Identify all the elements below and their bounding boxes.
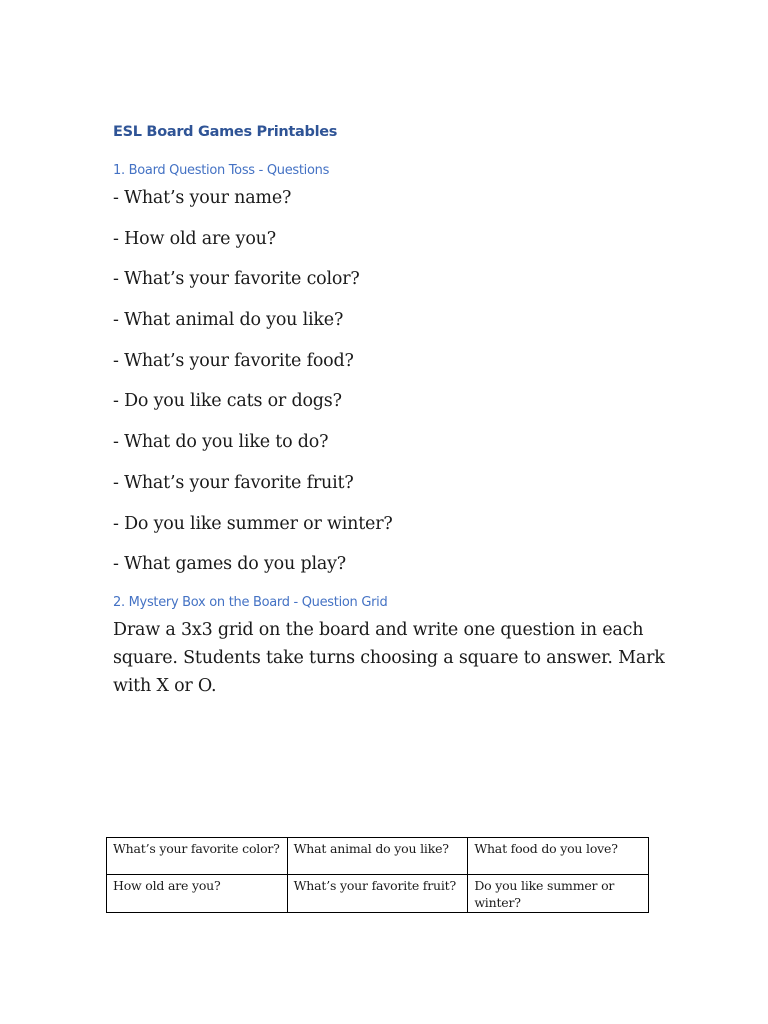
table-cell: What’s your favorite color? xyxy=(107,838,288,875)
question-item: - What’s your name? xyxy=(113,188,292,208)
table-cell: Do you like summer or winter? xyxy=(468,875,649,913)
section-1-heading: 1. Board Question Toss - Questions xyxy=(113,163,330,178)
section-2-heading: 2. Mystery Box on the Board - Question Grid xyxy=(113,595,388,610)
document-title: ESL Board Games Printables xyxy=(113,124,338,140)
table-cell: How old are you? xyxy=(107,875,288,913)
table-cell: What food do you love? xyxy=(468,838,649,875)
question-item: - What’s your favorite fruit? xyxy=(113,472,354,493)
table-row xyxy=(107,838,649,875)
question-item: - What animal do you like? xyxy=(113,310,344,331)
question-item: - What’s your favorite color? xyxy=(113,269,360,290)
question-item: - Do you like summer or winter? xyxy=(113,513,393,534)
question-item: - How old are you? xyxy=(113,228,276,249)
question-item: - Do you like cats or dogs? xyxy=(113,391,342,412)
grid-instructions: Draw a 3x3 grid on the board and write one question in each square. Students take turns choosing a square to answer. Mark with X or O. xyxy=(113,620,665,696)
question-item: - What’s your favorite food? xyxy=(113,350,354,371)
table-row xyxy=(107,875,649,913)
table-cell: What animal do you like? xyxy=(287,838,468,875)
question-item: - What do you like to do? xyxy=(113,432,329,453)
question-grid-table xyxy=(106,837,649,913)
table-cell: What’s your favorite fruit? xyxy=(287,875,468,913)
question-list xyxy=(113,186,393,593)
question-item: - What games do you play? xyxy=(113,554,346,575)
